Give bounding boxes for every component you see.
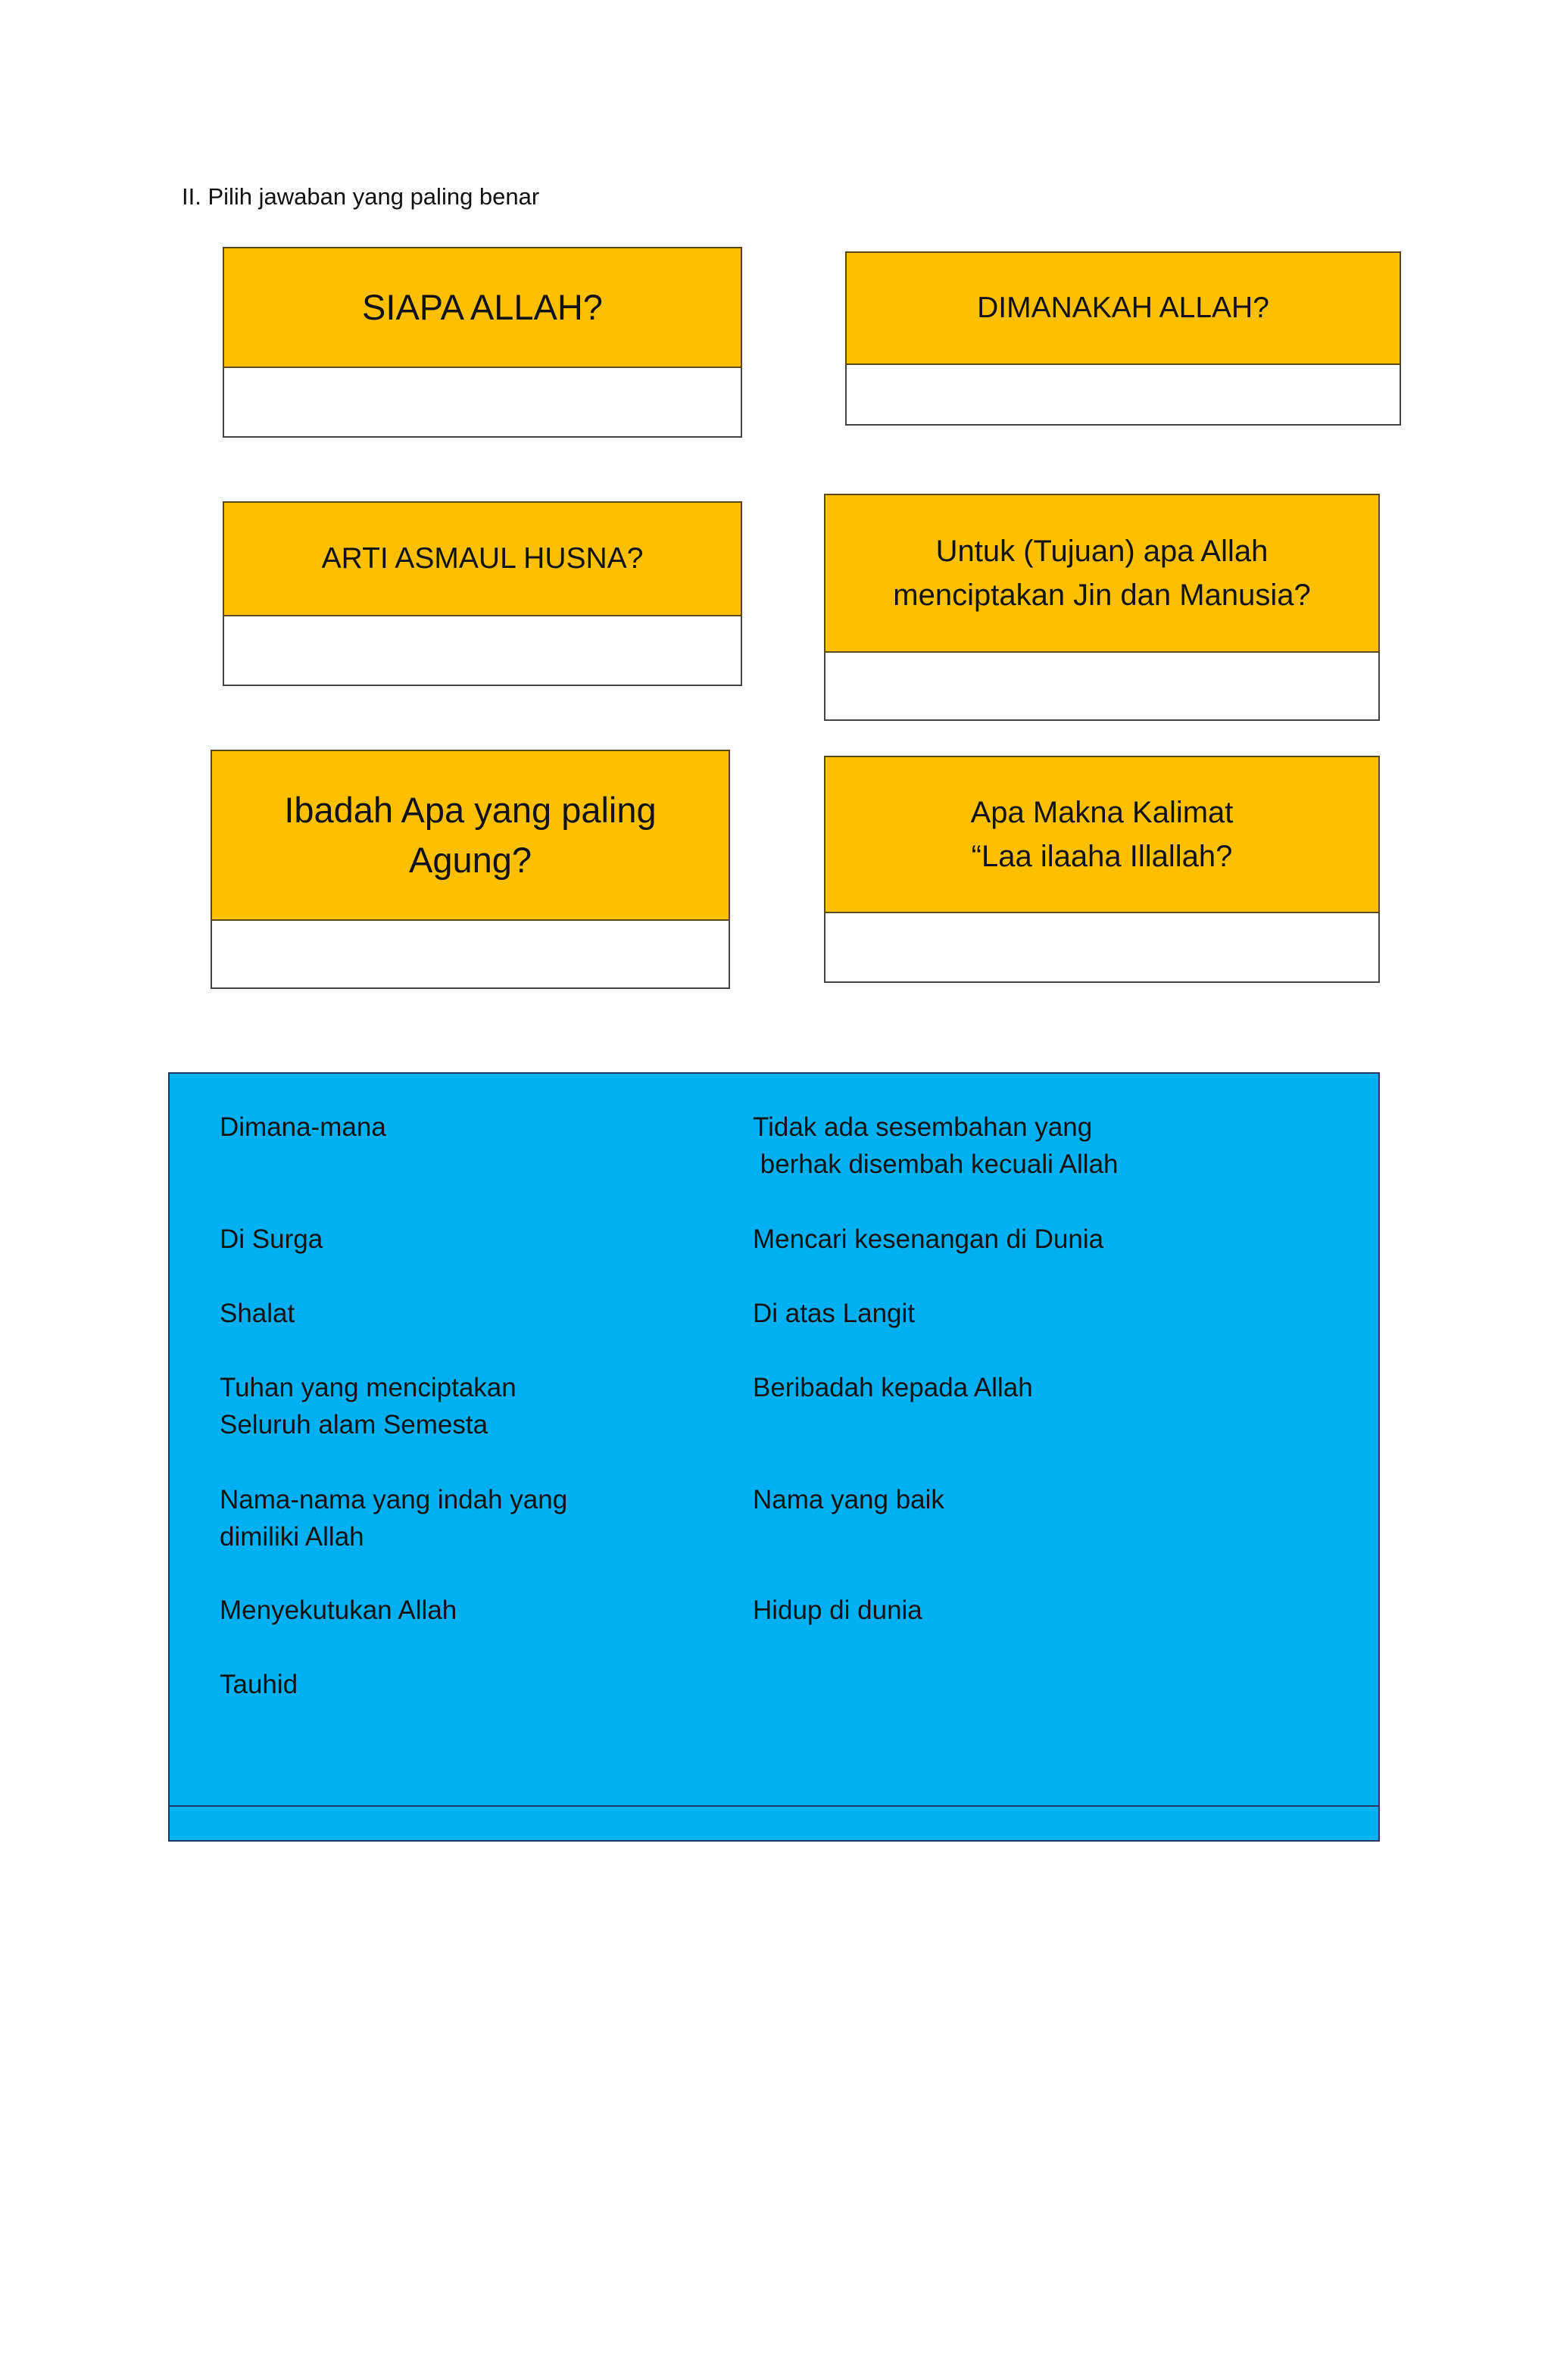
answer-option[interactable]: Nama-nama yang indah yang dimiliki Allah [220,1485,568,1552]
answer-option[interactable]: Tuhan yang menciptakan Seluruh alam Semesta [220,1373,516,1440]
answer-drop-box[interactable] [824,913,1380,983]
answer-option[interactable]: Hidup di dunia [753,1596,922,1625]
question-card-dimanakah-allah [845,251,1401,426]
question-card-ibadah-paling-agung [211,750,730,989]
answer-option[interactable]: Dimana-mana [220,1112,386,1142]
answer-drop-box[interactable] [223,368,742,438]
answer-bank-footer-strip [170,1805,1378,1840]
question-text: ARTI ASMAUL HUSNA? [321,542,644,575]
answer-drop-box[interactable] [824,653,1380,721]
question-text: DIMANAKAH ALLAH? [977,292,1269,324]
answer-option[interactable]: Nama yang baik [753,1485,944,1514]
answer-option[interactable]: Tauhid [220,1670,298,1699]
answer-drop-box[interactable] [845,365,1401,426]
question-text: Apa Makna Kalimat “Laa ilaaha Illallah? [970,796,1234,873]
question-text: SIAPA ALLAH? [362,287,603,327]
answer-option[interactable]: Tidak ada sesembahan yang berhak disembah kecuali Allah [753,1112,1119,1179]
question-header [845,251,1401,365]
question-header [824,494,1380,653]
question-header [211,750,730,921]
question-header [824,756,1380,913]
question-text: Ibadah Apa yang paling Agung? [284,790,657,880]
answer-drop-box[interactable] [223,616,742,686]
answer-bank-panel [168,1072,1380,1842]
answer-option[interactable]: Mencari kesenangan di Dunia [753,1224,1104,1254]
question-card-tujuan-penciptaan [824,494,1380,721]
answer-option[interactable]: Di atas Langit [753,1299,916,1328]
answer-option[interactable]: Di Surga [220,1224,323,1254]
answer-option[interactable]: Beribadah kepada Allah [753,1373,1033,1402]
question-card-arti-asmaul-husna [223,501,742,686]
answer-option[interactable]: Shalat [220,1299,295,1328]
answer-option[interactable]: Menyekutukan Allah [220,1596,457,1625]
question-header [223,247,742,368]
question-card-siapa-allah [223,247,742,438]
answer-drop-box[interactable] [211,921,730,989]
question-header [223,501,742,616]
question-text: Untuk (Tujuan) apa Allah menciptakan Jin dan Manusia? [893,535,1311,612]
instruction-text: II. Pilih jawaban yang paling benar [182,183,540,210]
question-card-makna-kalimat [824,756,1380,983]
